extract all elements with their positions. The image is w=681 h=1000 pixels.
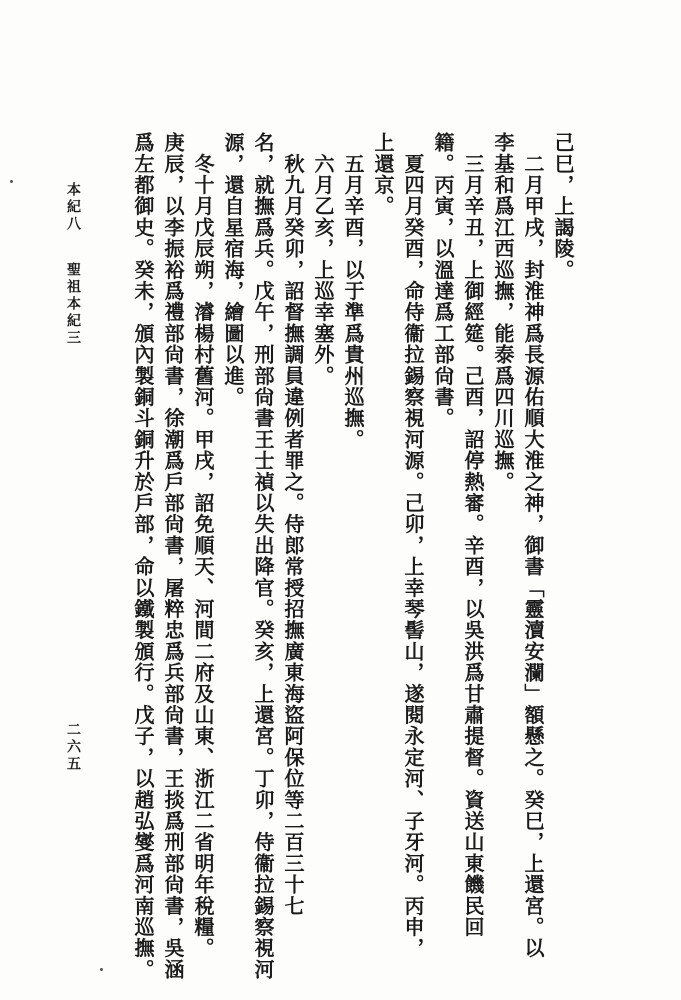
text-column-6: 夏四月癸酉，命侍衞拉錫察視河源。己卯，上幸琴髻山，遂閱永定河、子牙河。丙申， <box>401 132 425 959</box>
text-column-7: 上還京。 <box>371 132 395 217</box>
scan-speck <box>100 968 103 971</box>
text-column-5: 籍。丙寅，以溫達爲工部尙書。 <box>431 132 455 429</box>
text-column-15: 爲左都御史。癸未，頒內製銅斗銅升於戶部，命以鐵製頒行。戊子，以趙弘燮爲河南巡撫。 <box>131 132 155 980</box>
text-column-12: 源，還自星宿海，繪圖以進。 <box>221 132 245 408</box>
text-column-1: 己巳，上謁陵。 <box>551 132 575 281</box>
text-column-13: 冬十月戊辰朔，濬楊村舊河。甲戌，詔免順天、河間二府及山東、浙江二省明年稅糧。 <box>191 132 215 959</box>
running-head-volume: 本紀八 <box>65 182 81 233</box>
scan-speck <box>10 180 13 183</box>
text-column-8: 五月辛酉，以于準爲貴州巡撫。 <box>341 132 365 450</box>
text-column-2: 二月甲戌，封淮神爲長源佑順大淮之神，御書「靈瀆安瀾」額懸之。癸巳，上還宮。以 <box>521 132 545 959</box>
text-column-11: 名，就撫爲兵。戊午，刑部尙書王士禎以失出降官。癸亥，上還宮。丁卯，侍衞拉錫察視河 <box>251 132 275 980</box>
page-number: 二六五 <box>65 722 81 773</box>
text-column-10: 秋九月癸卯，詔督撫調員違例者罪之。侍郎常授招撫廣東海盜阿保位等二百三十七 <box>281 132 305 917</box>
running-head-chapter: 聖祖本紀三 <box>65 262 81 347</box>
text-column-14: 庚辰，以李振裕爲禮部尙書，徐潮爲戶部尙書，屠粹忠爲兵部尙書，王掞爲刑部尙書，吳涵 <box>161 132 185 980</box>
text-column-9: 六月乙亥，上巡幸塞外。 <box>311 132 335 387</box>
text-column-4: 三月辛丑，上御經筵。己酉，詔停熱審。辛酉，以吳洪爲甘肅提督。資送山東饑民回 <box>461 132 485 938</box>
text-column-3: 李基和爲江西巡撫，能泰爲四川巡撫。 <box>491 132 515 493</box>
